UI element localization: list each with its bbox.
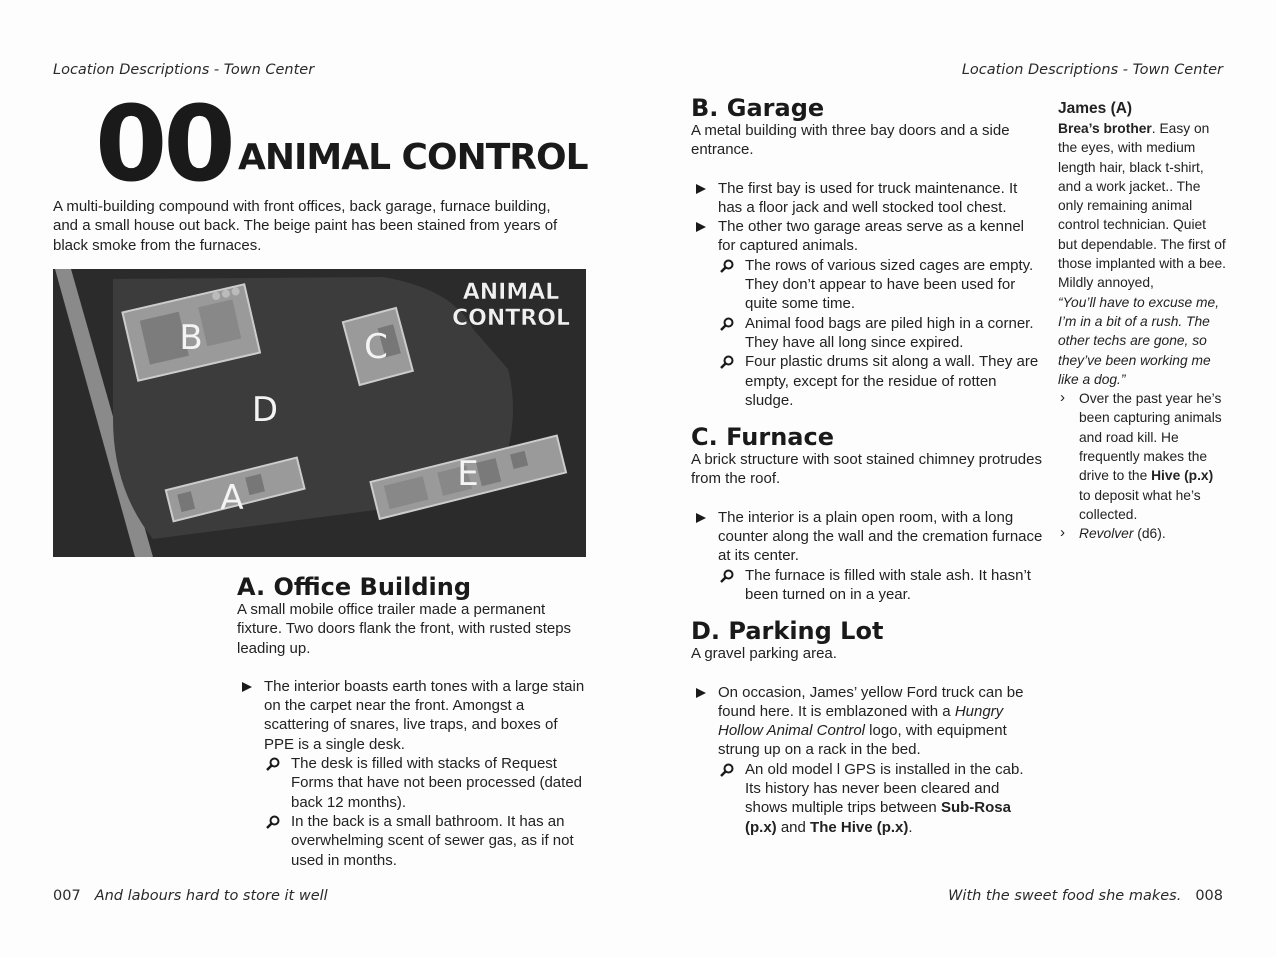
parking-description: A gravel parking area. (691, 645, 837, 663)
left-footer (53, 888, 328, 904)
npc-name: James (A) (1058, 100, 1133, 117)
garage-description: A metal building with three bay doors and a side entrance. (691, 122, 1010, 159)
map-label-c: C (364, 327, 388, 367)
intro-paragraph: A multi-building compound with front offices, back garage, furnace building, and a small house out back. The beige paint has been stained from years of black smoke from the furnaces. (53, 198, 558, 254)
parking-heading: D. Parking Lot (691, 617, 884, 646)
right-main-column (691, 95, 1043, 837)
right-page-header: Location Descriptions - Town Center (961, 62, 1223, 78)
map-illustration (53, 269, 586, 557)
office-bullets (237, 677, 587, 870)
magnifier-icon (720, 317, 734, 331)
parking-bullets (691, 683, 1043, 837)
sub-rosa-link: Sub-Rosa (p.x) (745, 799, 1011, 836)
office-description: A small mobile office trailer made a permanent fixture. Two doors flank the front, with rusted steps leading up. (237, 601, 572, 657)
left-page-header: Location Descriptions - Town Center (53, 62, 315, 78)
magnifier-icon (720, 259, 734, 273)
furnace-sub-list (718, 566, 1043, 605)
right-footer-text: With the sweet food she makes. (948, 888, 1182, 904)
furnace-description: A brick structure with soot stained chimney protrudes from the roof. (691, 451, 1042, 488)
garage-bullets (691, 179, 1043, 411)
left-page-number: 007 (53, 888, 81, 904)
office-sub-list (264, 754, 587, 870)
parking-sub-item: An old model l GPS is installed in the cab. Its history has never been cleared and shows multiple trips between Sub-Rosa (p.x) and The Hive (p.x). (718, 760, 1043, 837)
npc-sidebar (1058, 99, 1226, 544)
office-bullet: The interior boasts earth tones with a large stain on the carpet near the front. Amongst a scattering of snares, live traps, and boxes of PPE is a single desk. The desk is filled with stacks of Request Forms that have not been processed (dated back 12 months). In the back is a small bathroom. It has an overwhelming scent of sewer gas, as if not used in months. (237, 677, 587, 870)
parking-bullet: On occasion, James’ yellow Ford truck can be found here. It is emblazoned with a Hungry Hollow Animal Control logo, with equipment strung up on a rack in the bed. An old model l GPS is installed in the cab. Its history has never been cleared and shows multiple trips between Sub-Rosa (p.x) and The Hive (p.x). (691, 683, 1043, 837)
the-hive-link: The Hive (p.x) (810, 818, 909, 836)
garage-bullet: The other two garage areas serve as a kennel for captured animals. The rows of various sized cages are empty. They don’t appear to have been used for quite some time. Animal food bags are piled high in a corner. They have all long since expired. Four plastic drums sit along a wall. They are empty, except for the residue of rotten sludge. (691, 217, 1043, 410)
npc-description: Brea’s brother. Easy on the eyes, with medium length hair, black t-shirt, and a work jacket.. The only remaining animal control technician. Quiet but dependable. The first of those implanted with a bee. Mildly annoyed, (1058, 121, 1226, 291)
magnifier-icon (266, 815, 280, 829)
chapter-title: ANIMAL CONTROL (238, 137, 588, 178)
map-label-b: B (179, 318, 203, 358)
npc-list (1058, 389, 1226, 543)
map-title-line2: CONTROL (452, 306, 570, 331)
map-label-a: A (220, 478, 244, 518)
furnace-bullets (691, 508, 1043, 604)
chapter-number: 00 (95, 83, 232, 205)
npc-list-item: › Over the past year he’s been capturing animals and road kill. He frequently makes the drive to the Hive (p.x) to deposit what he’s collected. (1058, 389, 1226, 524)
garage-sub-item: The rows of various sized cages are empty. They don’t appear to have been used for quite some time. (718, 256, 1043, 314)
section-office (237, 574, 587, 870)
magnifier-icon (720, 763, 734, 777)
office-sub-item: The desk is filled with stacks of Request Forms that have not been processed (dated back 12 months). (264, 754, 587, 812)
map-title-line1: ANIMAL (462, 280, 560, 305)
furnace-sub-item: The furnace is filled with stale ash. It hasn’t been turned on in a year. (718, 566, 1043, 605)
map-label-d: D (251, 390, 279, 430)
magnifier-icon (720, 355, 734, 369)
furnace-bullet: The interior is a plain open room, with a long counter along the wall and the cremation furnace at its center. The furnace is filled with stale ash. It hasn’t been turned on in a year. (691, 508, 1043, 604)
magnifier-icon (720, 569, 734, 583)
right-page-number: 008 (1195, 888, 1223, 904)
npc-quote: “You’ll have to excuse me, I’m in a bit of a rush. The other techs are gone, so they’ve been working me like a dog.” (1058, 294, 1220, 387)
compound-map (53, 269, 586, 557)
furnace-heading: C. Furnace (691, 423, 834, 452)
office-heading: A. Office Building (237, 573, 472, 601)
garage-sub-item: Four plastic drums sit along a wall. They are empty, except for the residue of rotten sludge. (718, 352, 1043, 410)
office-sub-item: In the back is a small bathroom. It has an overwhelming scent of sewer gas, as if not used in months. (264, 812, 587, 870)
garage-sub-list (718, 256, 1043, 410)
npc-list-item: › Revolver (d6). (1058, 524, 1226, 543)
garage-heading: B. Garage (691, 94, 825, 122)
map-label-e: E (457, 454, 479, 494)
parking-sub-list (718, 760, 1043, 837)
garage-bullet: The first bay is used for truck maintenance. It has a floor jack and well stocked tool chest. (691, 179, 1043, 218)
left-footer-text: And labours hard to store it well (94, 888, 328, 904)
right-footer (948, 888, 1223, 904)
magnifier-icon (266, 757, 280, 771)
garage-sub-item: Animal food bags are piled high in a corner. They have all long since expired. (718, 314, 1043, 353)
